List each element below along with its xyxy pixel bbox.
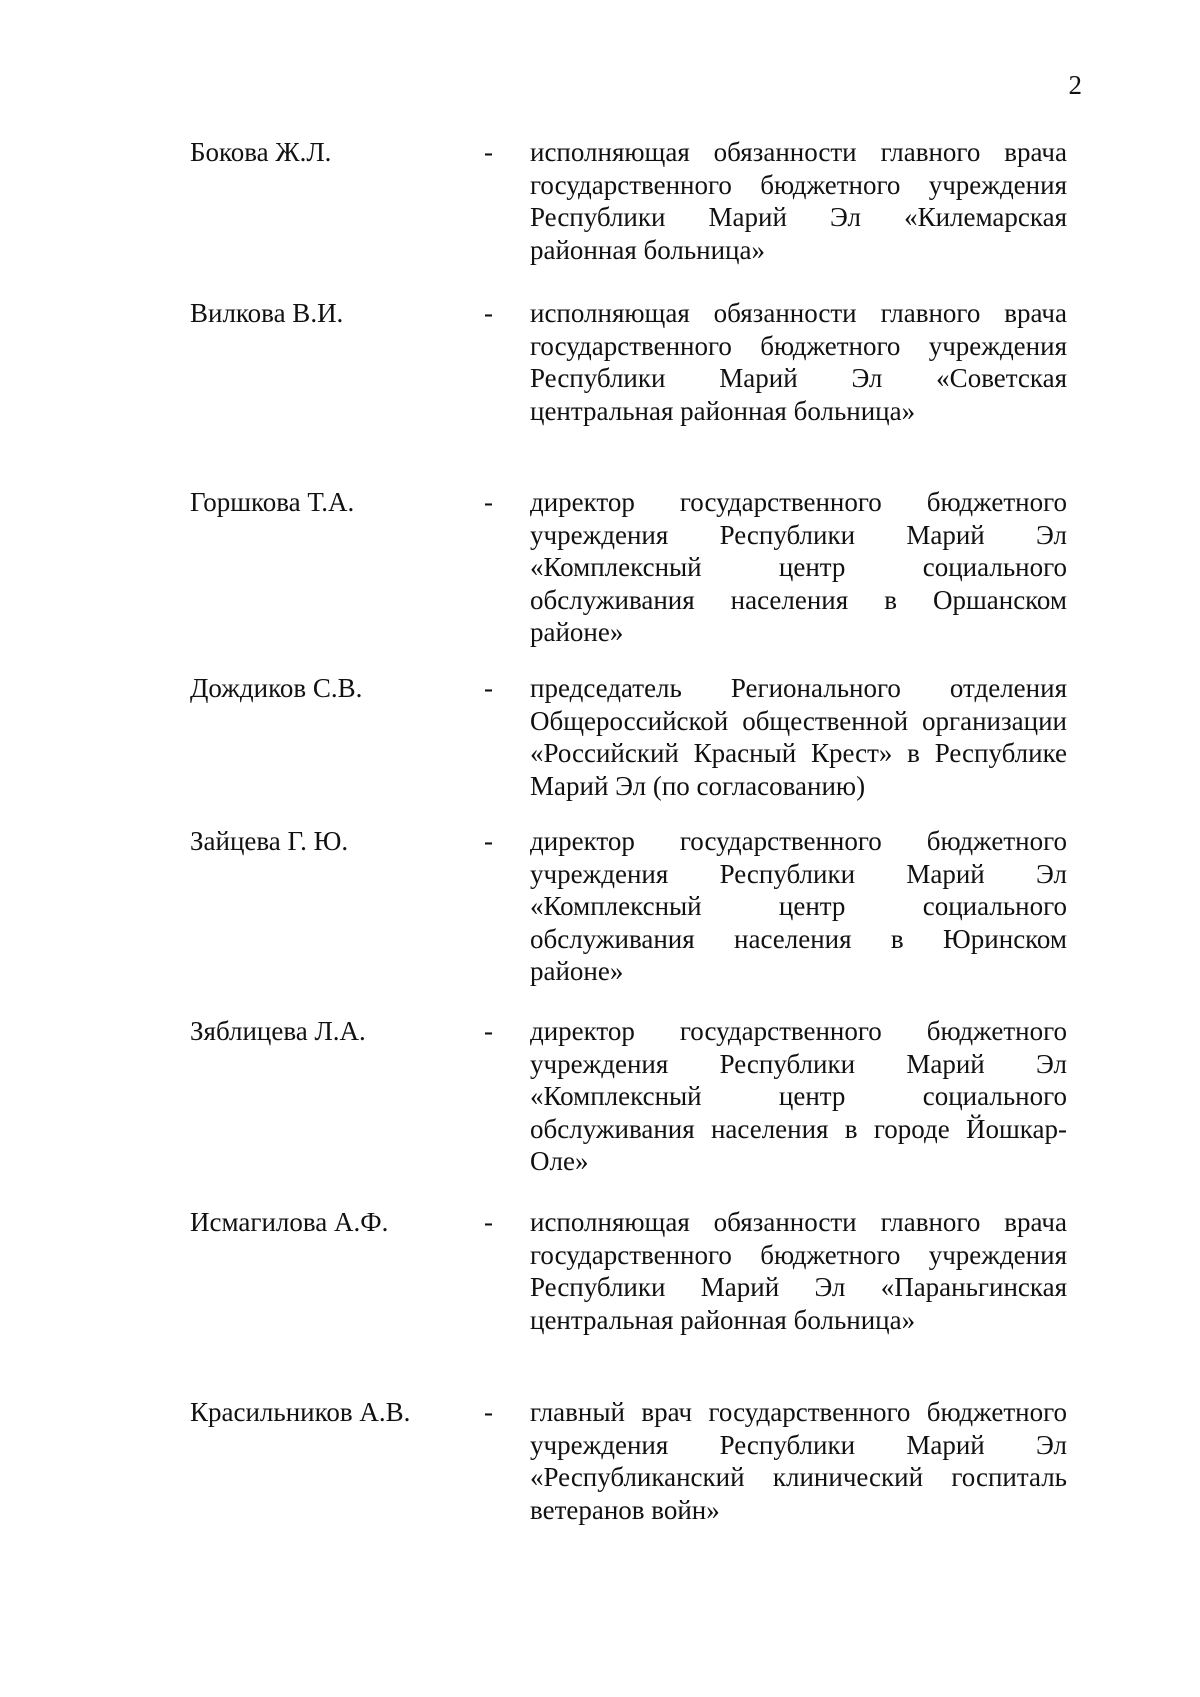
member-position: главный врач государственного бюджетного учреждения Республики Марий Эл «Республиканский клинический госпиталь ветеранов войн» bbox=[530, 1397, 1067, 1525]
list-item bbox=[0, 672, 1200, 825]
member-position: директор государственного бюджетного учреждения Республики Марий Эл «Комплексный центр социального обслуживания населения в городе Йошкар-Оле» bbox=[530, 1016, 1067, 1176]
member-name: Зайцева Г. Ю. bbox=[190, 826, 349, 856]
member-name: Зяблицева Л.А. bbox=[190, 1016, 366, 1046]
separator-dash: - bbox=[484, 826, 493, 856]
member-name: Горшкова Т.А. bbox=[190, 487, 355, 517]
separator-dash: - bbox=[484, 1016, 493, 1046]
list-item bbox=[0, 136, 1200, 297]
separator-dash: - bbox=[484, 298, 493, 328]
list-item bbox=[0, 1206, 1200, 1396]
separator-dash: - bbox=[484, 1207, 493, 1237]
member-name: Исмагилова А.Ф. bbox=[190, 1207, 389, 1237]
member-name: Дождиков С.В. bbox=[190, 673, 363, 703]
list-item bbox=[0, 297, 1200, 486]
separator-dash: - bbox=[484, 1397, 493, 1427]
separator-dash: - bbox=[484, 137, 493, 167]
member-name: Бокова Ж.Л. bbox=[190, 137, 332, 167]
list-item bbox=[0, 1396, 1200, 1546]
member-position: исполняющая обязанности главного врача государственного бюджетного учреждения Республики Марий Эл «Параньгинская центральная районная больница» bbox=[530, 1207, 1067, 1335]
list-item bbox=[0, 486, 1200, 672]
list-item bbox=[0, 825, 1200, 1015]
member-position: директор государственного бюджетного учреждения Республики Марий Эл «Комплексный центр социального обслуживания населения в Юринском районе» bbox=[530, 826, 1067, 986]
separator-dash: - bbox=[484, 673, 493, 703]
member-list bbox=[0, 136, 1200, 1546]
member-position: председатель Регионального отделения Общероссийской общественной организации «Российский Красный Крест» в Республике Марий Эл (по согласованию) bbox=[530, 673, 1067, 801]
list-item bbox=[0, 1015, 1200, 1206]
member-position: исполняющая обязанности главного врача государственного бюджетного учреждения Республики Марий Эл «Килемарская районная больница» bbox=[530, 137, 1067, 265]
member-position: директор государственного бюджетного учреждения Республики Марий Эл «Комплексный центр социального обслуживания населения в Оршанском районе» bbox=[530, 487, 1067, 647]
member-position: исполняющая обязанности главного врача государственного бюджетного учреждения Республики Марий Эл «Советская центральная районная больница» bbox=[530, 298, 1067, 426]
member-name: Красильников А.В. bbox=[190, 1397, 411, 1427]
separator-dash: - bbox=[484, 487, 493, 517]
member-name: Вилкова В.И. bbox=[190, 298, 344, 328]
page-number: 2 bbox=[1068, 70, 1082, 100]
